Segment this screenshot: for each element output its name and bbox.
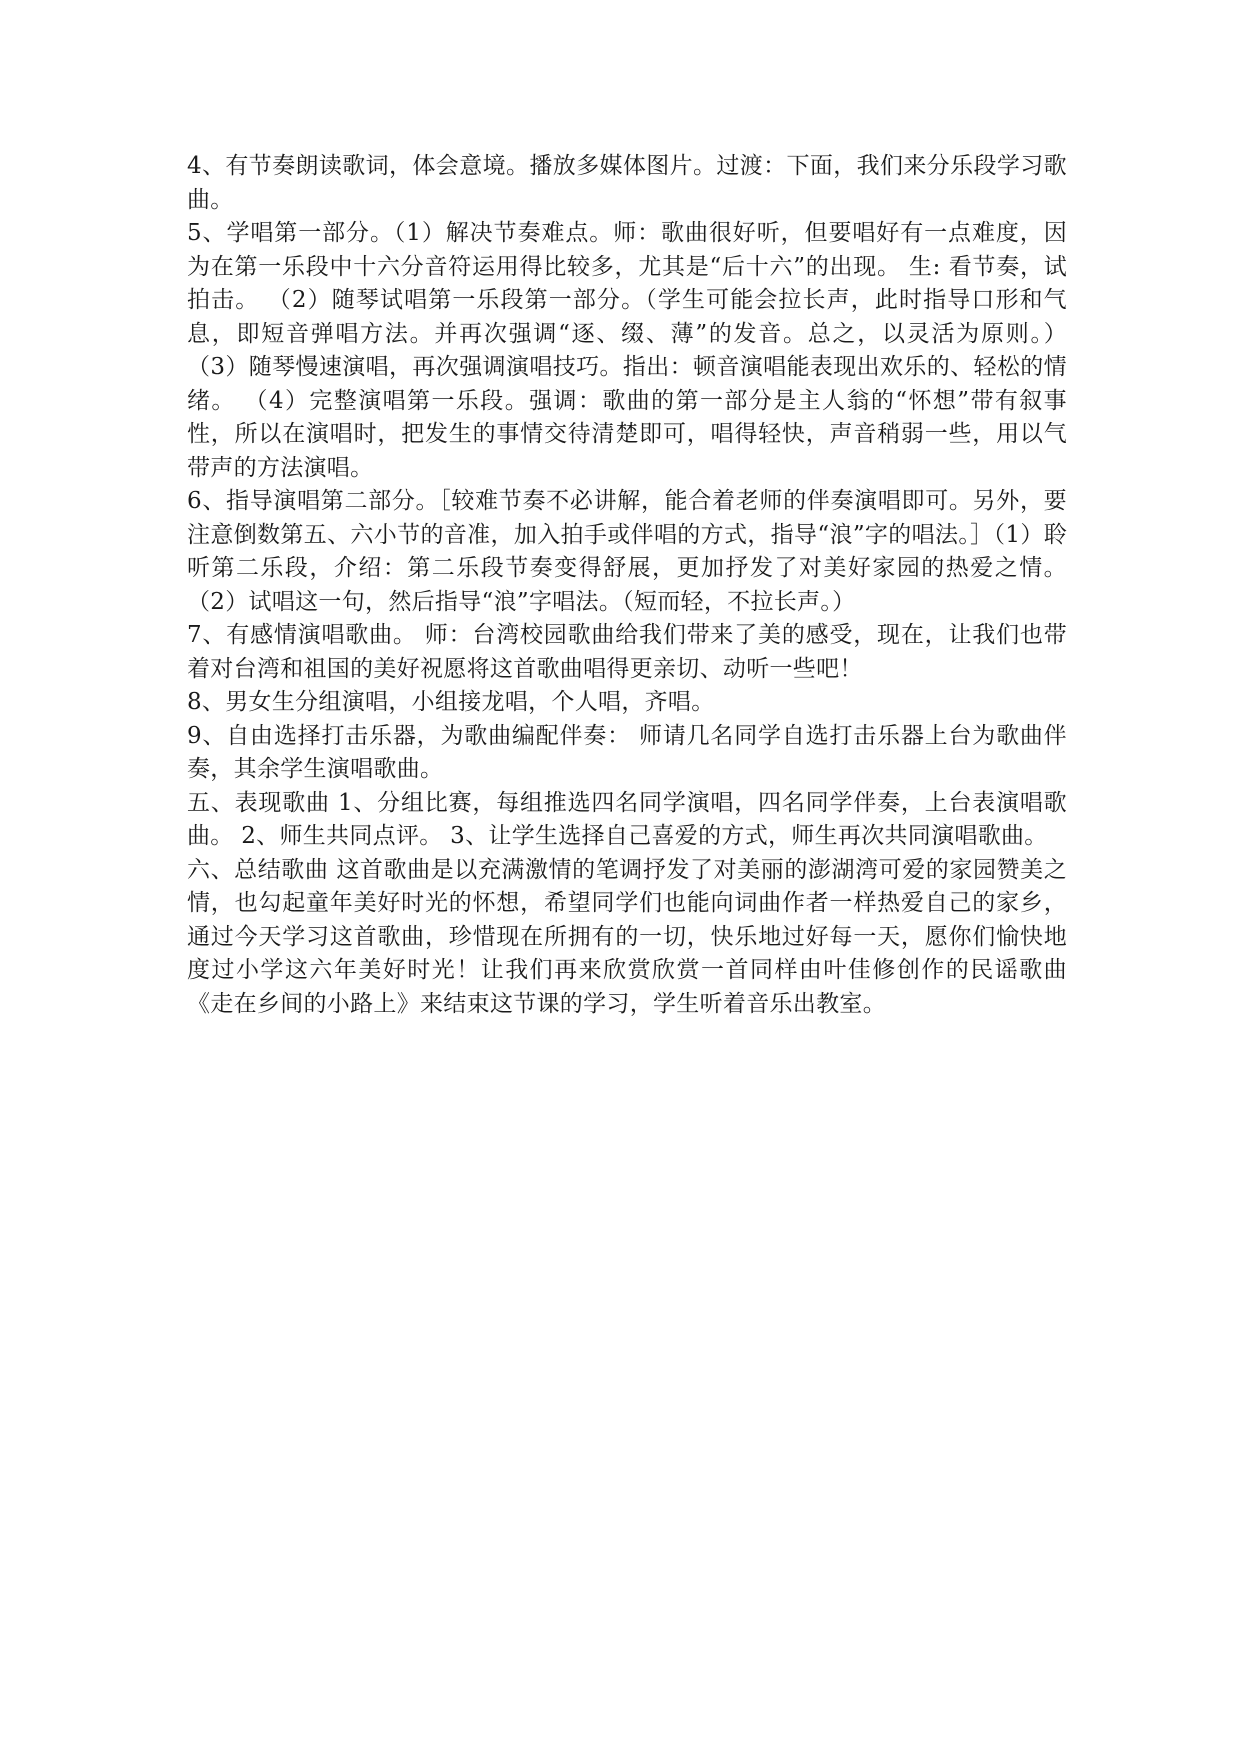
paragraph-step-9: 9、自由选择打击乐器，为歌曲编配伴奏： 师请几名同学自选打击乐器上台为歌曲伴奏，其余学生演唱歌曲。 bbox=[187, 722, 1067, 782]
paragraph-step-8: 8、男女生分组演唱，小组接龙唱，个人唱，齐唱。 bbox=[187, 689, 715, 715]
paragraph-step-7: 7、有感情演唱歌曲。 师：台湾校园歌曲给我们带来了美的感受，现在，让我们也带着对台湾和祖国的美好祝愿将这首歌曲唱得更亲切、动听一些吧！ bbox=[187, 622, 1067, 682]
document-body bbox=[187, 150, 1067, 1021]
paragraph-step-4: 4、有节奏朗读歌词，体会意境。播放多媒体图片。过渡：下面，我们来分乐段学习歌曲。 bbox=[187, 153, 1067, 213]
paragraph-step-6: 6、指导演唱第二部分。［较难节奏不必讲解，能合着老师的伴奏演唱即可。另外，要注意倒数第五、六小节的音准，加入拍手或伴唱的方式，指导“浪”字的唱法。］（1）聆听第二乐段，介绍：第二乐段节奏变得舒展，更加抒发了对美好家园的热爱之情。 （2）试唱这一句，然后指导“浪”字唱法。（短而轻，不拉长声。） bbox=[187, 488, 1067, 615]
paragraph-section-6: 六、总结歌曲 这首歌曲是以充满激情的笔调抒发了对美丽的澎湖湾可爱的家园赞美之情，也勾起童年美好时光的怀想，希望同学们也能向词曲作者一样热爱自己的家乡，通过今天学习这首歌曲，珍惜现在所拥有的一切，快乐地过好每一天，愿你们愉快地度过小学这六年美好时光！让我们再来欣赏欣赏一首同样由叶佳修创作的民谣歌曲《走在乡间的小路上》来结束这节课的学习，学生听着音乐出教室。 bbox=[187, 856, 1067, 1017]
paragraph-step-5: 5、学唱第一部分。（1）解决节奏难点。师：歌曲很好听，但要唱好有一点难度，因为在第一乐段中十六分音符运用得比较多，尤其是“后十六”的出现。 生: 看节奏，试拍击。 （2）随琴试唱第一乐段第一部分。（学生可能会拉长声，此时指导口形和气息，即短音弹唱方法。并再次强调“逐、缀、薄”的发音。总之，以灵活为原则。） （3）随琴慢速演唱，再次强调演唱技巧。指出：顿音演唱能表现出欢乐的、轻松的情绪。 （4）完整演唱第一乐段。强调：歌曲的第一部分是主人翁的“怀想”带有叙事性，所以在演唱时，把发生的事情交待清楚即可，唱得轻快，声音稍弱一些，用以气带声的方法演唱。 bbox=[187, 220, 1067, 481]
paragraph-section-5: 五、表现歌曲 1、分组比赛，每组推选四名同学演唱，四名同学伴奏，上台表演唱歌曲。 2、师生共同点评。 3、让学生选择自己喜爱的方式，师生再次共同演唱歌曲。 bbox=[187, 789, 1067, 849]
